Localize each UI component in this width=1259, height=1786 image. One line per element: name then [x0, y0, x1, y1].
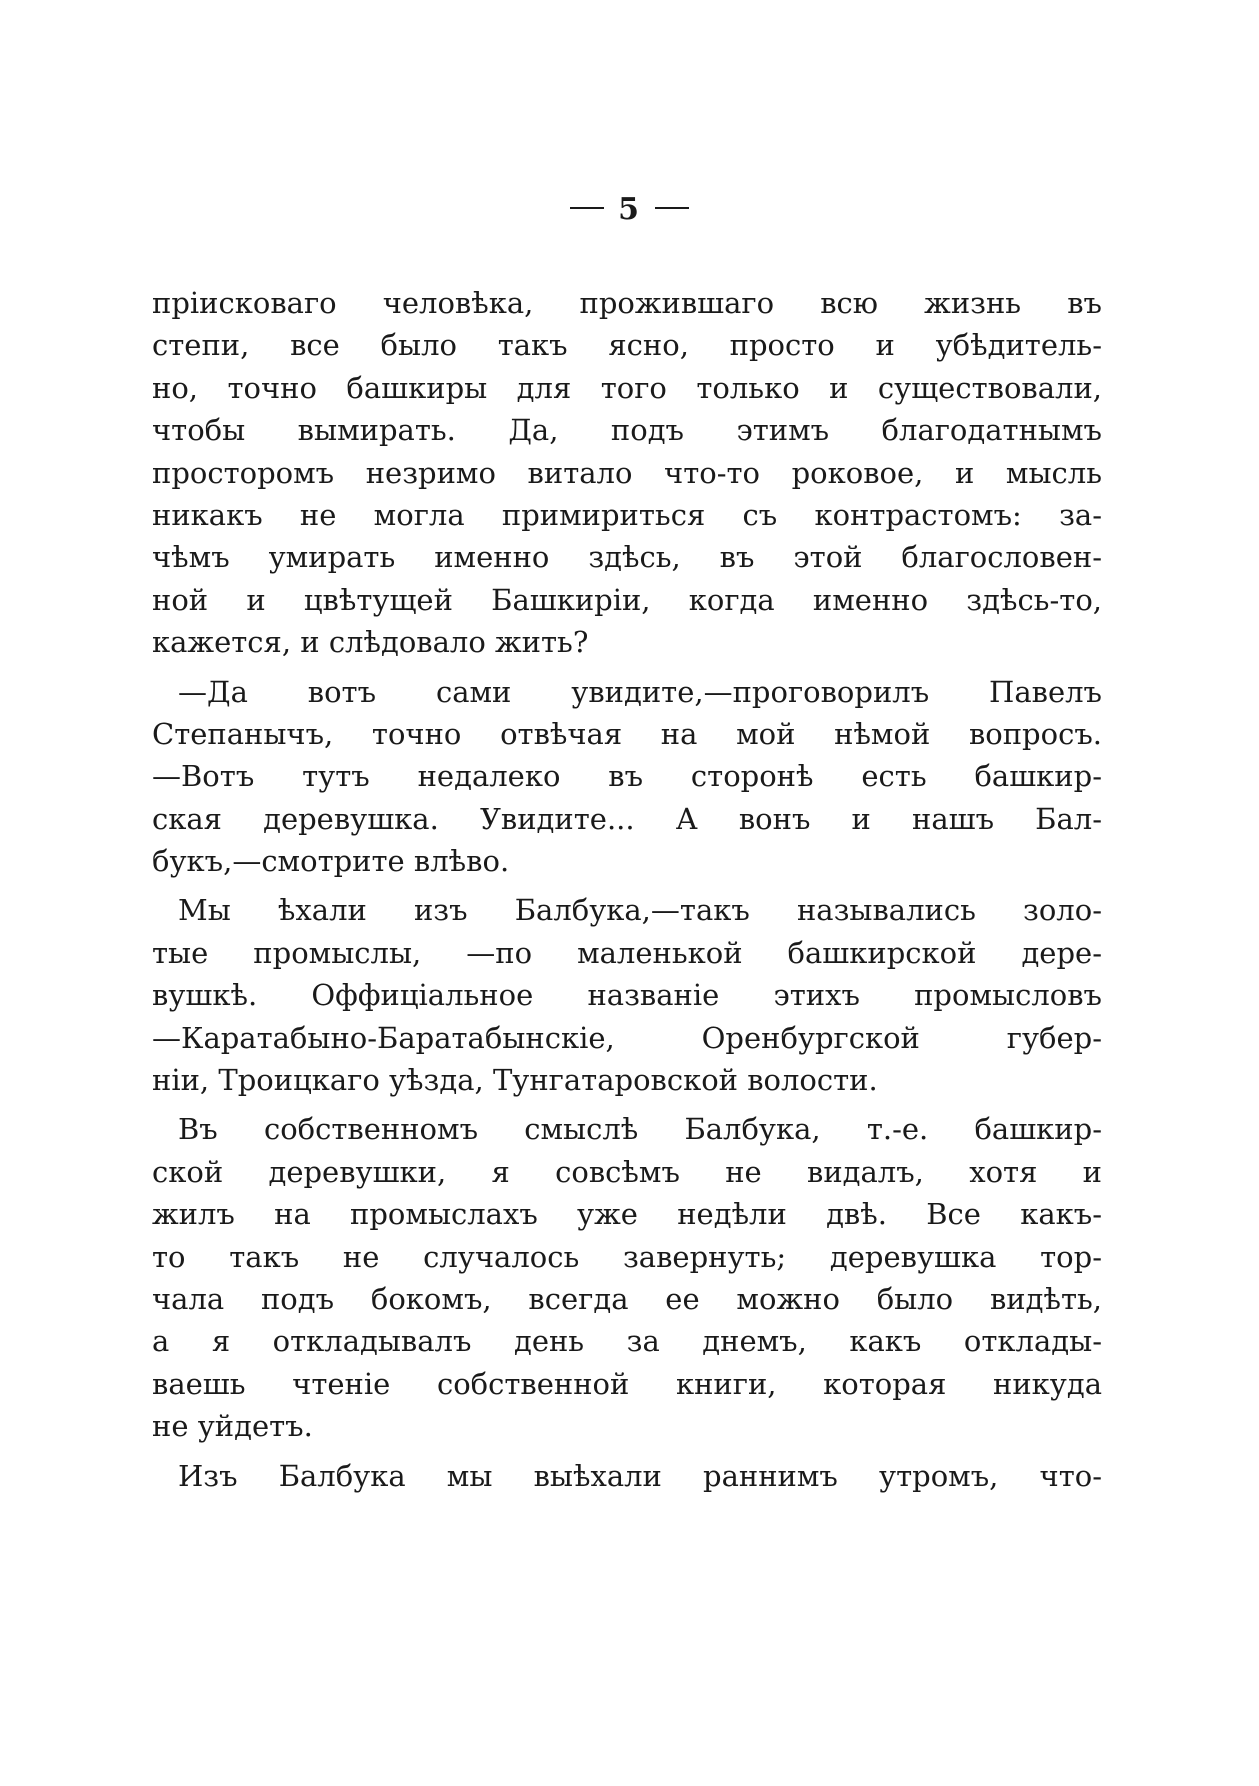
text-line: степи, все было такъ ясно, просто и убѣдитель- — [152, 328, 1102, 363]
text-line: вушкѣ. Оффицiальное названiе этихъ промысловъ — [152, 978, 1102, 1013]
text-line: нiи, Троицкаго уѣзда, Тунгатаровской волости. — [152, 1063, 878, 1098]
text-line: букъ,—смотрите влѣво. — [152, 844, 510, 879]
left-dash-ornament — [570, 207, 604, 209]
text-line: прiисковаго человѣка, прожившаго всю жизнь въ — [152, 286, 1102, 320]
text-line: просторомъ незримо витало что-то роковое, и мысль — [152, 455, 1102, 490]
paragraph — [152, 889, 1102, 1101]
text-line: чѣмъ умирать именно здѣсь, въ этой благословен- — [152, 540, 1102, 575]
text-line: никакъ не могла примириться съ контрастомъ: за- — [152, 497, 1102, 532]
text-line: ваешь чтенiе собственной книги, которая никуда — [152, 1366, 1102, 1401]
paragraph — [152, 671, 1102, 883]
text-line: не уйдетъ. — [152, 1409, 313, 1444]
text-line: —Каратабыно-Баратабынскiе, Оренбургской губер- — [152, 1020, 1102, 1055]
text-line: тые промыслы, —по маленькой башкирской дере- — [152, 935, 1102, 970]
text-line: Изъ Балбука мы выѣхали раннимъ утромъ, что- — [178, 1458, 1102, 1493]
paragraph — [152, 1108, 1102, 1447]
text-line: —Вотъ тутъ недалеко въ сторонѣ есть башкир- — [152, 759, 1102, 794]
text-line: Мы ѣхали изъ Балбука,—такъ назывались золо- — [178, 893, 1102, 928]
text-line: но, точно башкиры для того только и существовали, — [152, 370, 1102, 405]
paragraph — [152, 1455, 1102, 1497]
text-line: кажется, и слѣдовало жить? — [152, 625, 589, 660]
text-line: то такъ не случалось завернуть; деревушка тор- — [152, 1239, 1102, 1274]
paragraph-gap — [152, 1101, 1102, 1108]
paragraph-gap — [152, 1448, 1102, 1455]
text-line: ной и цвѣтущей Башкирiи, когда именно здѣсь-то, — [152, 582, 1102, 617]
text-line: Степанычъ, точно отвѣчая на мой нѣмой вопросъ. — [152, 716, 1102, 751]
page-number-header — [0, 192, 1259, 227]
text-line: чала подъ бокомъ, всегда ее можно было видѣть, — [152, 1281, 1102, 1316]
right-dash-ornament — [655, 207, 689, 209]
text-line: ская деревушка. Увидите... А вонъ и нашъ Бал- — [152, 801, 1102, 836]
text-line: ской деревушки, я совсѣмъ не видалъ, хотя и — [152, 1154, 1102, 1189]
paragraph-gap — [152, 664, 1102, 671]
paragraph — [152, 282, 1102, 664]
text-line: чтобы вымирать. Да, подъ этимъ благодатнымъ — [152, 413, 1102, 448]
text-line: а я откладывалъ день за днемъ, какъ отклады- — [152, 1324, 1102, 1359]
paragraph-gap — [152, 882, 1102, 889]
text-line: —Да вотъ сами увидите,—проговорилъ Павелъ — [178, 674, 1102, 709]
text-line: жилъ на промыслахъ уже недѣли двѣ. Все какъ- — [152, 1197, 1102, 1232]
text-line: Въ собственномъ смыслѣ Балбука, т.-е. башкир- — [178, 1112, 1102, 1147]
page-number: 5 — [618, 192, 641, 227]
body-text — [152, 282, 1102, 1497]
